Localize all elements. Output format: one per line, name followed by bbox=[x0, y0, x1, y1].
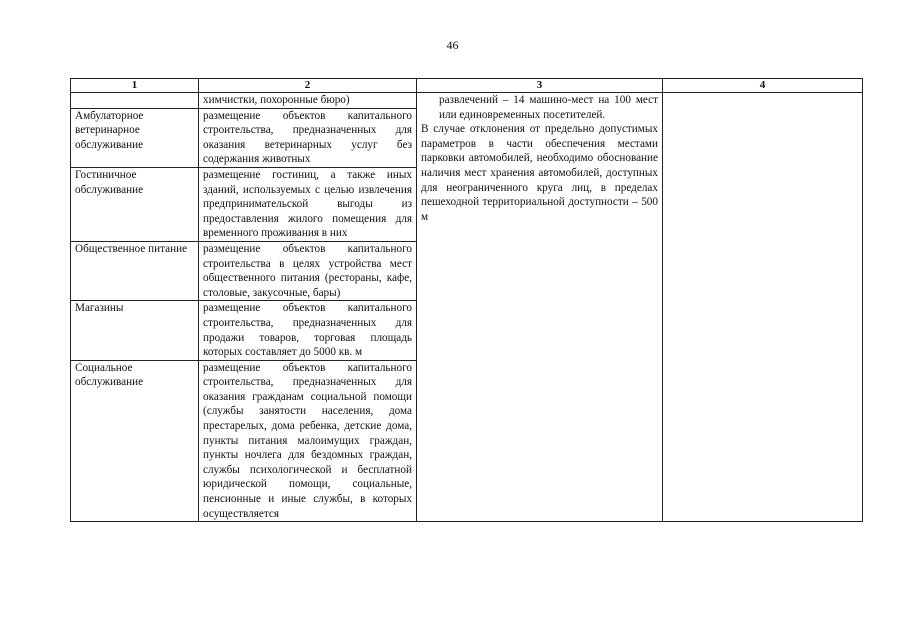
row-description-cell: размещение объектов капитального строительства, предназначенных для продажи товаров, торговая площадь которых составляет до 5000 кв. м bbox=[199, 301, 417, 360]
table-header-row bbox=[71, 79, 863, 93]
regulations-table bbox=[70, 78, 863, 522]
row-description-cell: размещение объектов капитального строительства в целях устройства мест общественного питания (рестораны, кафе, столовые, закусочные, бары) bbox=[199, 241, 417, 300]
row-description-cell: размещение гостиниц, а также иных зданий, используемых с целью извлечения предпринимательской выгоды из предоставления жилого помещения для временного проживания в них bbox=[199, 167, 417, 241]
row-description-cell: размещение объектов капитального строительства, предназначенных для оказания ветеринарных услуг без содержания животных bbox=[199, 108, 417, 167]
row-name-cell: Социальное обслуживание bbox=[71, 360, 199, 522]
page-number: 46 bbox=[446, 38, 459, 52]
column-header-2: 2 bbox=[199, 79, 417, 93]
continuation-text: химчистки, похоронные бюро) bbox=[203, 94, 350, 106]
continuation-description-cell bbox=[199, 93, 417, 109]
table-row-continuation bbox=[71, 93, 863, 109]
row-name-cell: Гостиничное обслуживание bbox=[71, 167, 199, 241]
row-name-cell: Амбулаторное ветеринарное обслуживание bbox=[71, 108, 199, 167]
row-description-cell: размещение объектов капитального строительства, предназначенных для оказания гражданам социальной помощи (службы занятости населения, дома престарелых, дома ребенка, детские дома, пункты питания малоимущих граждан, пункты ночлега для бездомных граждан, службы психологической и бесплатной юридической помощи, социальные, пенсионные и иные службы, в которых осуществляется bbox=[199, 360, 417, 522]
parking-paragraph-1: развлечений – 14 машино-мест на 100 мест или единовременных посетителей. bbox=[439, 94, 658, 121]
continuation-name-cell bbox=[71, 93, 199, 109]
column-header-4: 4 bbox=[663, 79, 863, 93]
column-4-cell bbox=[663, 93, 863, 522]
parking-requirements-cell bbox=[417, 93, 663, 522]
row-name-cell: Общественное питание bbox=[71, 241, 199, 300]
column-header-1: 1 bbox=[71, 79, 199, 93]
row-name-cell: Магазины bbox=[71, 301, 199, 360]
parking-paragraph-2: В случае отклонения от предельно допустимых параметров в части обеспечения местами парковки автомобилей, необходимо обоснование наличия мест хранения автомобилей, доступных для неограниченного круга лиц, в пределах пешеходной территориальной доступности – 500 м bbox=[421, 123, 658, 223]
column-header-3: 3 bbox=[417, 79, 663, 93]
